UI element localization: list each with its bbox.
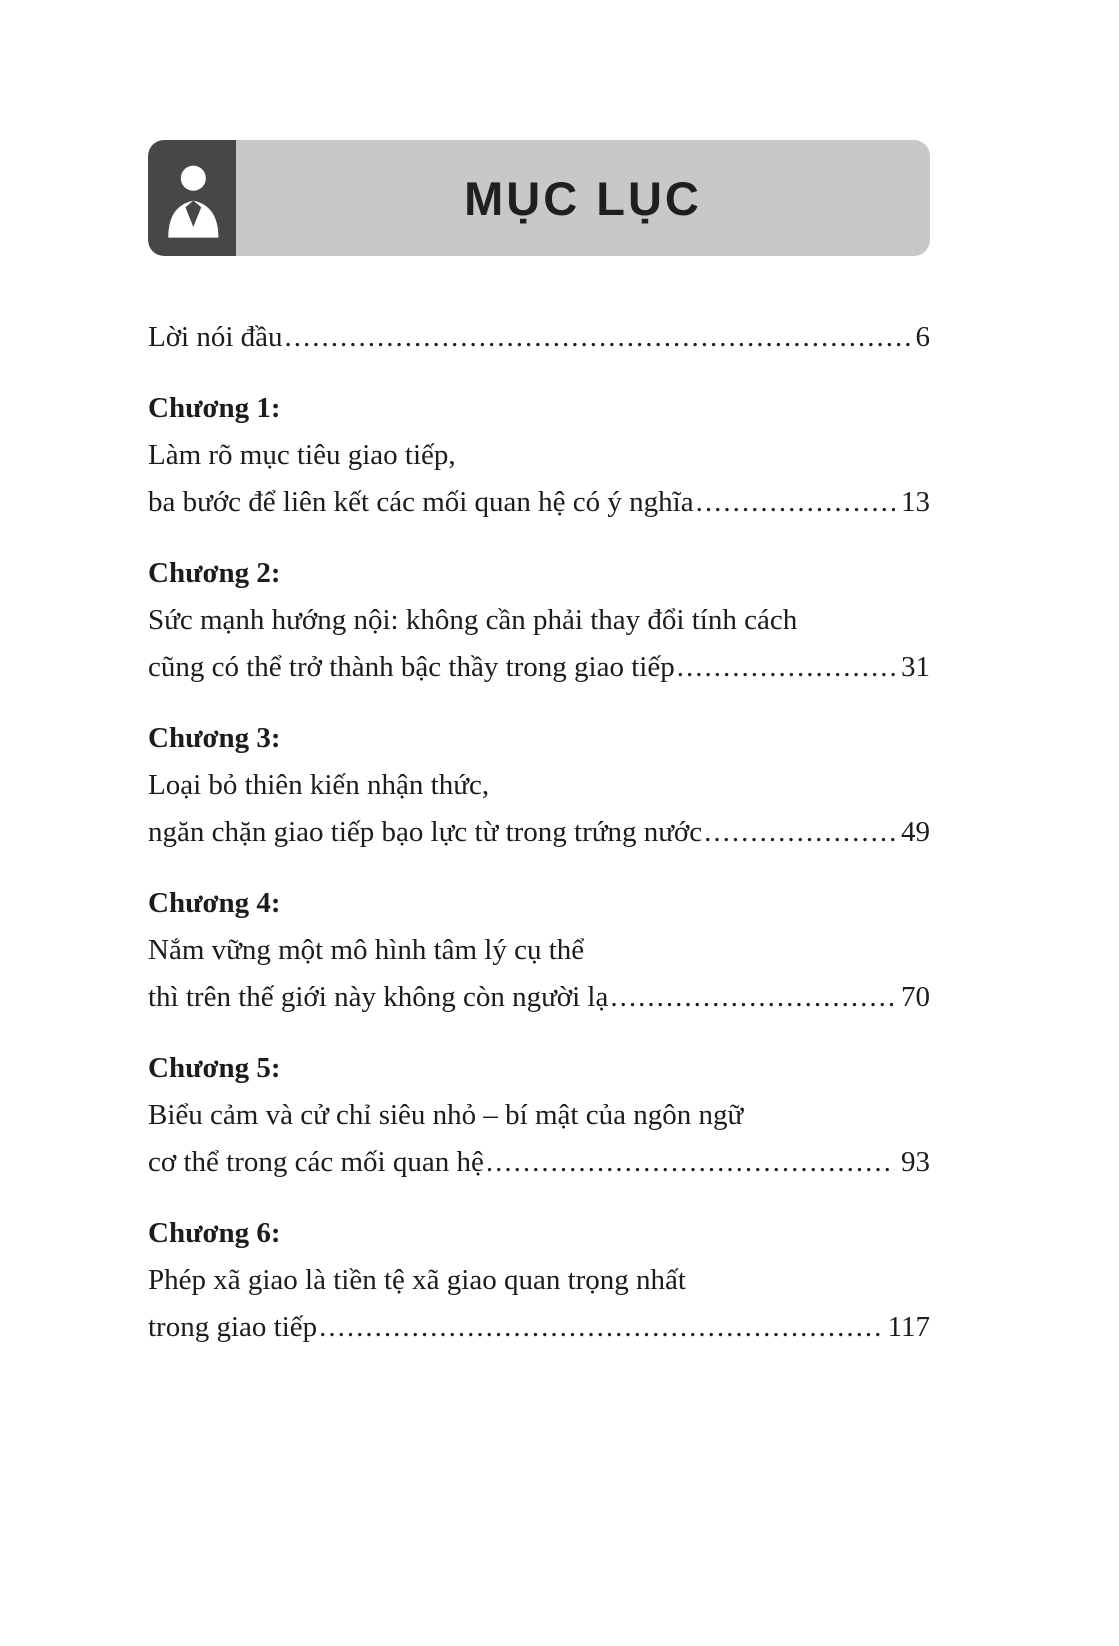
- chapter-title-line: Làm rõ mục tiêu giao tiếp,: [148, 439, 456, 471]
- chapter-heading: Chương 3:: [148, 722, 281, 754]
- dot-leader: [610, 974, 895, 1021]
- toc-entry-label: Lời nói đầu: [148, 321, 283, 353]
- dot-leader: [319, 1304, 881, 1351]
- dot-leader: [486, 1139, 895, 1186]
- page-number: 117: [887, 1311, 930, 1343]
- toc-entry-chapter-1: [148, 385, 930, 526]
- page-number: 49: [901, 816, 930, 848]
- toc-entry-chapter-4: [148, 880, 930, 1021]
- toc-entry-chapter-6: [148, 1210, 930, 1351]
- chapter-title-line-with-page: [148, 974, 930, 1021]
- dot-leader: [704, 809, 895, 856]
- publisher-logo: [148, 140, 236, 256]
- chapter-title-line: thì trên thế giới này không còn người lạ: [148, 981, 609, 1013]
- dot-leader: [285, 314, 910, 361]
- chapter-title-line-with-page: [148, 1304, 930, 1351]
- page-header: [148, 140, 930, 256]
- toc-entry-chapter-2: [148, 550, 930, 691]
- chapter-title-line: cơ thể trong các mối quan hệ: [148, 1146, 484, 1178]
- page-number: 31: [901, 651, 930, 683]
- toc-entry-chapter-5: [148, 1045, 930, 1186]
- chapter-heading: Chương 1:: [148, 392, 281, 424]
- chapter-heading: Chương 2:: [148, 557, 281, 589]
- dot-leader: [696, 479, 895, 526]
- dot-leader: [677, 644, 895, 691]
- page-number: 93: [901, 1146, 930, 1178]
- chapter-title-line: Phép xã giao là tiền tệ xã giao quan trọng nhất: [148, 1264, 686, 1296]
- chapter-title-line-with-page: [148, 479, 930, 526]
- chapter-title-line: Sức mạnh hướng nội: không cần phải thay đổi tính cách: [148, 604, 798, 636]
- toc-entry-chapter-3: [148, 715, 930, 856]
- table-of-contents: [148, 314, 930, 1351]
- chapter-heading: Chương 6:: [148, 1217, 281, 1249]
- page-number: 6: [915, 321, 930, 353]
- chapter-title-line-with-page: [148, 809, 930, 856]
- chapter-title-line: ba bước để liên kết các mối quan hệ có ý nghĩa: [148, 486, 694, 518]
- page-title: MỤC LỤC: [464, 171, 702, 225]
- page-number: 70: [901, 981, 930, 1013]
- toc-entry-preface: [148, 314, 930, 361]
- chapter-title-line: trong giao tiếp: [148, 1311, 318, 1343]
- chapter-title-line: Nắm vững một mô hình tâm lý cụ thể: [148, 934, 585, 966]
- chapter-title-line: Biểu cảm và cử chỉ siêu nhỏ – bí mật của ngôn ngữ: [148, 1099, 744, 1131]
- chapter-heading: Chương 5:: [148, 1052, 281, 1084]
- chapter-title-line: cũng có thể trở thành bậc thầy trong giao tiếp: [148, 651, 675, 683]
- person-icon: [159, 156, 225, 240]
- chapter-title-line-with-page: [148, 1139, 930, 1186]
- chapter-heading: Chương 4:: [148, 887, 281, 919]
- page-number: 13: [901, 486, 930, 518]
- chapter-title-line-with-page: [148, 644, 930, 691]
- chapter-title-line: Loại bỏ thiên kiến nhận thức,: [148, 769, 490, 801]
- chapter-title-line: ngăn chặn giao tiếp bạo lực từ trong trứng nước: [148, 816, 703, 848]
